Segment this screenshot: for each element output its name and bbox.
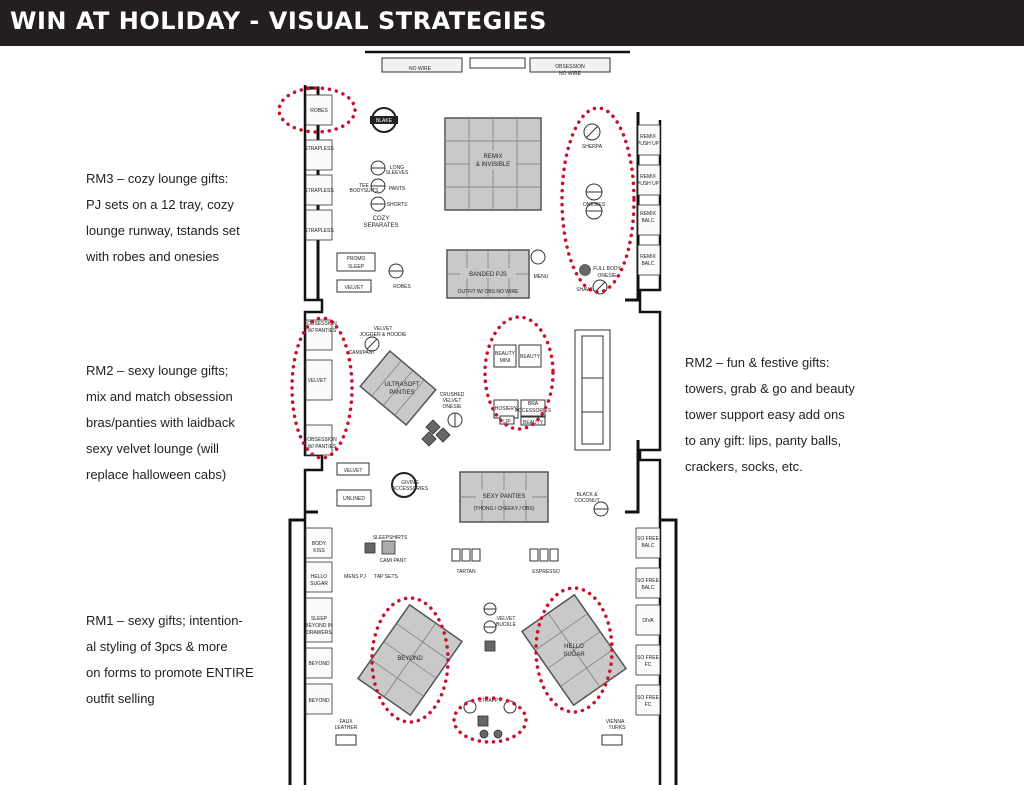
misc-label: TAP SETS <box>374 574 398 580</box>
wall-label: BALC <box>641 261 655 267</box>
fixture-label: OUTFIT W/ OBS NO WIRE <box>457 289 519 295</box>
tstand-label: BUCKLE <box>495 622 517 628</box>
tstand-label: FULL BODY <box>593 266 621 272</box>
table-ultrasoft <box>360 351 436 425</box>
fixture-label: & INVISIBLE <box>475 162 511 168</box>
tstand-label: SHERPA <box>581 144 603 150</box>
top-wall-label: OBSESSION <box>555 64 585 70</box>
towers <box>575 330 610 450</box>
misc-label: TARTAN <box>456 569 476 575</box>
fixture-label: SLEEP <box>347 264 365 270</box>
note-rm3: RM3 – cozy lounge gifts: PJ sets on a 12 tray, cozy lounge runway, tstands set with robes and onesies <box>86 171 240 264</box>
wall-label: BEYOND <box>308 698 330 704</box>
tstand-label: TEE <box>359 183 369 189</box>
tstand-label: SLEEVES <box>385 170 409 176</box>
fixture-dot <box>579 264 591 276</box>
table-label: BEAUTY <box>522 420 544 426</box>
badge-label: ACCESSORIES <box>391 486 429 492</box>
fixture-label: VELVET <box>344 285 364 291</box>
wall-label: BALC <box>641 218 655 224</box>
wall-label: SO FREE <box>637 578 659 584</box>
wall-label: BALC <box>641 543 655 549</box>
wall-label: REMIX <box>640 174 656 180</box>
wall-label: SO FREE <box>637 536 659 542</box>
wall-label: REMIX <box>640 134 656 140</box>
fixture-label: BANDED PJS <box>469 272 507 278</box>
tstand-label: VELVET <box>373 326 393 332</box>
wall-label: OBSESSION <box>307 321 337 327</box>
badge-label: GIVING <box>401 480 419 486</box>
wall-label: KISS <box>313 548 325 554</box>
misc-label: ESPRESSO <box>532 569 560 575</box>
fixture-label: PROMO <box>346 256 366 262</box>
top-wall-label: NO WIRE <box>409 66 431 72</box>
wall-label: BEYOND <box>308 661 330 667</box>
tstand-label: SHAWL <box>576 287 594 293</box>
fixture-label: PANTIES <box>389 390 415 396</box>
tstand-label: SEPARATES <box>363 223 399 229</box>
note-rm1: RM1 – sexy gifts; intention- al styling of 3pcs & more on forms to promote ENTIRE outfit selling <box>86 613 254 706</box>
misc-label: LEATHER <box>334 725 358 731</box>
wall-label: PUSH UP <box>636 181 660 187</box>
misc-label: VIENNA <box>605 719 625 725</box>
table-label: MINI <box>499 358 511 364</box>
tstand-label: ONESIE <box>597 273 617 279</box>
fixture-label: UNLINED <box>343 496 365 502</box>
wall-label: STRAPLESS <box>304 188 334 194</box>
tstand-label: CAMI/PANT <box>348 350 376 356</box>
giving-badge <box>392 473 429 497</box>
wall-label: DIVA <box>642 618 654 624</box>
wall-label: HELLO <box>310 574 328 580</box>
tstand-label: PANTS <box>388 186 406 192</box>
fixture-label: SUGAR <box>563 652 585 658</box>
tstand-label: COZY <box>372 216 390 222</box>
fixture-label: REMIX <box>483 154 503 160</box>
top-wall-label: NO WIRE <box>559 71 581 77</box>
wall-label: FC <box>644 702 652 708</box>
wall-label: OBSESSION <box>307 437 337 443</box>
table-banded-pjs <box>447 250 549 298</box>
wall-label: STRAPLESS <box>304 228 334 234</box>
table-label: BEAUTY <box>494 351 516 357</box>
misc-label: CAMI PANT <box>379 558 407 564</box>
wall-label: ROBES <box>310 108 328 114</box>
tstand-label: BODYSUITS <box>349 188 379 194</box>
misc-label: FAUX <box>339 719 353 725</box>
badge-label: BLAKE <box>375 118 393 124</box>
wall-label: VELVET <box>307 378 327 384</box>
misc-label: TURKS <box>608 725 626 731</box>
blake-badge <box>370 108 398 132</box>
note-rm2-left: RM2 – sexy lounge gifts; mix and match obsession bras/panties with laidback sexy velvet lounge (will replace halloween cabs) <box>86 363 235 482</box>
table-label: ACCESSORIES <box>514 408 552 414</box>
wall-label: BODY <box>311 541 327 547</box>
table-label: LIP <box>503 419 511 425</box>
wall-label: DRAWERS <box>306 630 332 636</box>
wall-label: PUSH UP <box>636 141 660 147</box>
tstand-label: VELVET <box>442 398 462 404</box>
wall-label: SLEEP <box>310 616 328 622</box>
tstand-label: CRUSHED <box>439 392 465 398</box>
tstand-label: SHORTS <box>386 202 408 208</box>
wall-label: REMIX <box>640 254 656 260</box>
tstand-label: LONG <box>389 165 405 171</box>
tstand-label: ROBES <box>393 284 411 290</box>
tstand-icon <box>531 250 545 264</box>
misc-label: MENS PJ <box>344 574 366 580</box>
table-label: BEAUTY <box>519 354 541 360</box>
wall-label: W/ PANTIES <box>307 328 337 334</box>
fixture-label: ULTRASOFT <box>384 382 420 388</box>
fixture-label: SEXY PANTIES <box>482 494 526 500</box>
tstand-label: COCONUT <box>574 498 600 504</box>
tstand-label: JOGGER & HOODIE <box>359 332 407 338</box>
wall-label: SUGAR <box>310 581 328 587</box>
wall-label: REMIX <box>640 211 656 217</box>
tstand-label: STRAPPY <box>478 698 502 704</box>
tstand-label: ONESIE <box>442 404 462 410</box>
wall-label: STRAPLESS <box>304 146 334 152</box>
wall-label: BALC <box>641 585 655 591</box>
wall-label: W/ PANTIES <box>307 444 337 450</box>
wall-label: BEYOND IN <box>305 623 333 629</box>
table-sexy-panties <box>460 472 548 522</box>
table-remix <box>445 118 541 210</box>
fixture-label: VELVET <box>343 468 363 474</box>
fixture-label: HELLO <box>564 644 584 650</box>
top-wall-bays <box>382 58 610 77</box>
tstand-label: BLACK & <box>576 492 598 498</box>
note-rm2-right: RM2 – fun & festive gifts: towers, grab & go and beauty tower support easy add ons to any gift: lips, panty balls, crackers, socks, etc. <box>685 355 855 474</box>
page-title: WIN AT HOLIDAY - VISUAL STRATEGIES <box>10 7 547 35</box>
fixture-label: (THONG / CHEEKY / OBS) <box>473 506 535 512</box>
misc-label: SLEEPSHIRTS <box>372 535 408 541</box>
wall-label: FC <box>644 662 652 668</box>
fixture-label: MENU <box>533 274 549 280</box>
wall-label: SO FREE <box>637 695 659 701</box>
fixture-label: BEYOND <box>397 656 423 662</box>
wall-label: SO FREE <box>637 655 659 661</box>
table-label: HOSIERY <box>494 406 518 412</box>
table-label: BRA <box>527 401 539 407</box>
tstand-label: ONESIES <box>582 202 606 208</box>
tstand-label: VELVET <box>496 616 516 622</box>
